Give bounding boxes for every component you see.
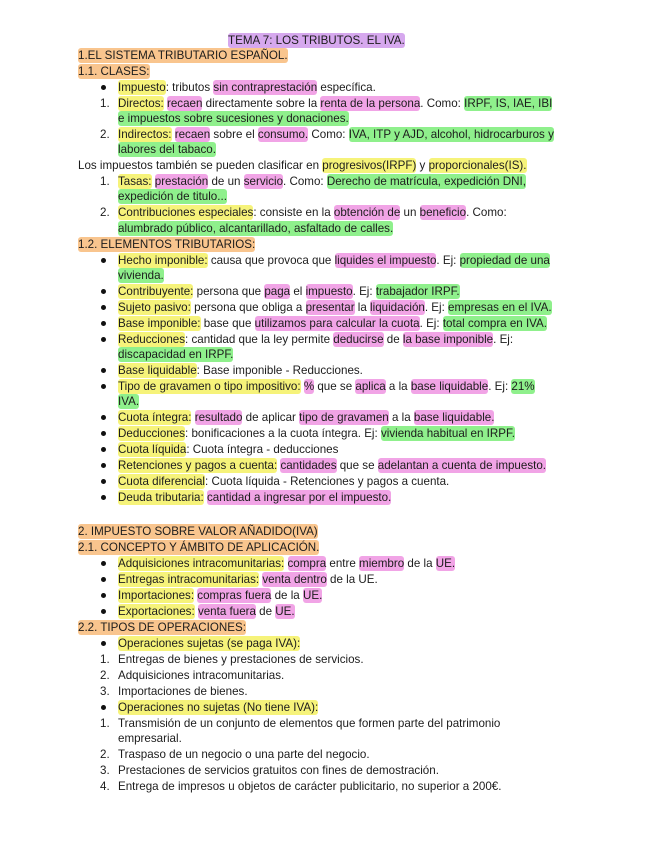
- text-segment: e impuestos sobre sucesiones y donaciones.: [118, 112, 349, 125]
- text-segment: miembro: [359, 557, 405, 570]
- text-segment: renta de la persona: [320, 97, 421, 110]
- bullet-icon: [101, 85, 106, 90]
- text-segment: UE.: [275, 605, 295, 618]
- text-line: [78, 64, 150, 79]
- text-line: [118, 474, 449, 489]
- text-line: [118, 174, 526, 189]
- list-number: 2.: [100, 669, 110, 682]
- text-segment: a la: [385, 380, 411, 393]
- text-segment: causa que provoca que: [207, 254, 335, 267]
- text-segment: Impuesto: [118, 81, 166, 94]
- text-segment: Como:: [308, 128, 349, 141]
- text-segment: alumbrado público, alcantarillado, asfaltado de calles.: [118, 222, 394, 235]
- text-line: [118, 189, 227, 204]
- text-segment: Exportaciones:: [118, 605, 195, 618]
- bullet-icon: [101, 431, 106, 436]
- bullet-icon: [101, 577, 106, 582]
- text-segment: Prestaciones de servicios gratuitos con fines de demostración.: [118, 764, 439, 777]
- list-number: 1.: [100, 717, 110, 730]
- text-segment: IVA, ITP y AJD, alcohol, hidrocarburos y: [348, 128, 554, 141]
- text-segment: Operaciones sujetas (se paga IVA):: [118, 637, 301, 650]
- text-segment: Reducciones: [118, 333, 186, 346]
- text-segment: a la: [388, 411, 414, 424]
- bullet-icon: [101, 258, 106, 263]
- text-segment: UE.: [302, 589, 323, 602]
- text-line: [118, 410, 494, 425]
- bullet-icon: [101, 305, 106, 310]
- bullet-icon: [101, 415, 106, 420]
- text-segment: beneficio: [419, 206, 467, 219]
- bullet-icon: [101, 384, 106, 389]
- text-segment: : tributos: [165, 81, 214, 94]
- text-segment: 2.1. CONCEPTO Y ÁMBITO DE APLICACIÓN.: [78, 541, 320, 554]
- text-segment: entre: [326, 557, 360, 570]
- text-segment: Importaciones:: [118, 589, 195, 602]
- text-segment: de: [255, 605, 276, 618]
- bullet-icon: [101, 463, 106, 468]
- text-line: [118, 300, 552, 315]
- text-segment: de aplicar: [242, 411, 300, 424]
- text-segment: 1.EL SISTEMA TRIBUTARIO ESPAÑOL.: [78, 49, 288, 62]
- text-segment: cantidades: [280, 459, 337, 472]
- text-segment: Cuota íntegra:: [118, 411, 192, 424]
- text-segment: compras fuera: [197, 589, 272, 602]
- text-segment: . Ej:: [352, 285, 376, 298]
- text-segment: . Ej:: [493, 333, 514, 346]
- text-segment: un: [400, 206, 420, 219]
- text-segment: 2. IMPUESTO SOBRE VALOR AÑADIDO(IVA): [78, 525, 318, 538]
- text-segment: propiedad de una: [459, 254, 550, 267]
- list-number: 2.: [100, 128, 110, 141]
- text-segment: que se: [336, 459, 378, 472]
- text-segment: Tipo de gravamen o tipo impositivo:: [118, 380, 301, 393]
- text-segment: sobre el: [210, 128, 258, 141]
- text-segment: Entregas de bienes y prestaciones de servicios.: [118, 653, 364, 666]
- text-segment: Entregas intracomunitarias:: [118, 573, 260, 586]
- text-line: [118, 127, 554, 142]
- text-segment: : Cuota líquida - Retenciones y pagos a cuenta.: [205, 475, 450, 488]
- bullet-icon: [101, 289, 106, 294]
- text-segment: de la: [271, 589, 303, 602]
- text-line: [118, 142, 216, 157]
- text-segment: presentar: [305, 301, 355, 314]
- text-segment: consumo.: [257, 128, 309, 141]
- text-segment: sin contraprestación: [213, 81, 318, 94]
- text-segment: liquidación: [370, 301, 425, 314]
- text-line: [118, 490, 391, 505]
- text-segment: deducirse: [333, 333, 384, 346]
- text-segment: directamente sobre la: [202, 97, 321, 110]
- text-segment: labores del tabaco.: [118, 143, 216, 156]
- text-segment: . Como:: [283, 175, 327, 188]
- text-segment: : cantidad que la ley permite: [185, 333, 334, 346]
- text-segment: proporcionales(IS).: [428, 159, 527, 172]
- text-line: [118, 652, 364, 667]
- text-line: [118, 221, 393, 236]
- text-segment: Transmisión de un conjunto de elementos que formen parte del patrimonio: [118, 717, 501, 730]
- text-segment: venta fuera: [197, 605, 256, 618]
- text-segment: IVA.: [118, 395, 140, 408]
- text-segment: empresarial.: [118, 732, 182, 745]
- text-segment: de la UE.: [326, 573, 378, 586]
- text-segment: trabajador IRPF.: [375, 285, 460, 298]
- text-segment: Base liquidable: [118, 364, 197, 377]
- text-segment: el: [290, 285, 306, 298]
- text-segment: expedición de titulo...: [118, 190, 227, 203]
- text-line: [118, 684, 248, 699]
- text-segment: Los impuestos también se pueden clasificar en: [78, 159, 323, 172]
- text-segment: . Ej:: [424, 301, 449, 314]
- text-segment: la: [354, 301, 371, 314]
- text-line: [78, 620, 246, 635]
- text-segment: discapacidad en IRPF.: [118, 348, 234, 361]
- text-segment: UE.: [435, 557, 456, 570]
- text-segment: persona que obliga a: [190, 301, 306, 314]
- list-number: 1.: [100, 175, 110, 188]
- list-number: 2.: [100, 206, 110, 219]
- text-segment: total compra en IVA.: [442, 317, 548, 330]
- text-segment: . Como:: [466, 206, 507, 219]
- text-line: [118, 253, 550, 268]
- text-segment: 21%: [511, 380, 535, 393]
- text-line: [118, 779, 501, 794]
- text-line: [118, 426, 515, 441]
- text-segment: 1.2. ELEMENTOS TRIBUTARIOS:: [78, 238, 256, 251]
- text-segment: base liquidable.: [413, 411, 495, 424]
- text-line: [118, 284, 460, 299]
- text-segment: base que: [200, 317, 255, 330]
- text-line: [78, 48, 288, 63]
- text-line: [118, 636, 300, 651]
- text-segment: impuesto: [305, 285, 353, 298]
- text-segment: liquides el impuesto: [334, 254, 437, 267]
- text-segment: Entrega de impresos u objetos de carácter publicitario, no superior a 200€.: [118, 780, 502, 793]
- text-segment: Adquisiciones intracomunitarias:: [118, 557, 285, 570]
- text-segment: recaen: [166, 97, 203, 110]
- text-segment: Tasas:: [118, 175, 152, 188]
- text-segment: resultado: [194, 411, 243, 424]
- text-line: [78, 237, 255, 252]
- text-segment: . Ej:: [436, 254, 460, 267]
- bullet-icon: [101, 479, 106, 484]
- text-segment: adelantan a cuenta de impuesto.: [377, 459, 547, 472]
- text-segment: prestación: [154, 175, 209, 188]
- text-segment: Sujeto pasivo:: [118, 301, 191, 314]
- text-segment: de la: [404, 557, 436, 570]
- bullet-icon: [101, 337, 106, 342]
- text-segment: venta dentro: [262, 573, 327, 586]
- text-segment: Indirectos:: [118, 128, 172, 141]
- text-segment: . Ej:: [488, 380, 512, 393]
- text-segment: específica.: [317, 81, 376, 94]
- text-segment: de un: [208, 175, 244, 188]
- text-segment: tipo de gravamen: [299, 411, 389, 424]
- bullet-icon: [101, 561, 106, 566]
- list-number: 3.: [100, 685, 110, 698]
- text-segment: Cuota líquida: [118, 443, 187, 456]
- bullet-icon: [101, 593, 106, 598]
- text-line: [78, 540, 319, 555]
- text-segment: persona que: [193, 285, 265, 298]
- text-segment: Adquisiciones intracomunitarias.: [118, 669, 285, 682]
- text-segment: base liquidable: [410, 380, 489, 393]
- text-line: [118, 80, 376, 95]
- text-line: [118, 588, 322, 603]
- text-segment: [284, 556, 287, 571]
- text-segment: progresivos(IRPF): [322, 159, 417, 172]
- text-segment: Cuota diferencial: [118, 475, 206, 488]
- bullet-icon: [101, 705, 106, 710]
- text-segment: paga: [264, 285, 291, 298]
- text-segment: : Base imponible - Reducciones.: [196, 364, 363, 377]
- list-number: 4.: [100, 780, 110, 793]
- text-segment: Retenciones y pagos a cuenta:: [118, 459, 278, 472]
- text-segment: Deuda tributaria:: [118, 491, 204, 504]
- text-line: [118, 731, 182, 746]
- text-line: [118, 379, 535, 394]
- page-title: [228, 33, 405, 48]
- text-line: [118, 347, 233, 362]
- text-line: [118, 268, 164, 283]
- text-segment: aplica: [355, 380, 386, 393]
- text-segment: : bonificaciones a la cuota íntegra. Ej:: [185, 427, 381, 440]
- text-segment: IRPF, IS, IAE, IBI: [464, 97, 553, 110]
- text-segment: empresas en el IVA.: [448, 301, 552, 314]
- text-segment: Operaciones no sujetas (No tiene IVA):: [118, 701, 319, 714]
- text-segment: . Como:: [420, 97, 465, 110]
- text-line: [118, 332, 513, 347]
- text-line: [118, 747, 370, 762]
- text-segment: cantidad a ingresar por el impuesto.: [206, 491, 392, 504]
- text-line: [118, 394, 139, 409]
- text-segment: 1.1. CLASES:: [78, 65, 150, 78]
- text-segment: TEMA 7: LOS TRIBUTOS. EL IVA.: [228, 34, 405, 47]
- bullet-icon: [101, 641, 106, 646]
- text-line: [118, 763, 439, 778]
- text-line: [118, 572, 378, 587]
- text-segment: Deducciones: [118, 427, 186, 440]
- text-segment: 2.2. TIPOS DE OPERACIONES:: [78, 621, 246, 634]
- text-line: [118, 111, 349, 126]
- text-segment: : Cuota íntegra - deducciones: [186, 443, 339, 456]
- text-line: [118, 458, 546, 473]
- text-segment: vivienda.: [118, 269, 164, 282]
- list-number: 1.: [100, 653, 110, 666]
- text-segment: Directos:: [118, 97, 164, 110]
- text-line: [118, 556, 455, 571]
- text-segment: Hecho imponible:: [118, 254, 208, 267]
- text-line: [118, 716, 500, 731]
- text-line: [78, 524, 318, 539]
- text-segment: Contribuciones especiales: [118, 206, 254, 219]
- list-number: 1.: [100, 97, 110, 110]
- list-number: 3.: [100, 764, 110, 777]
- text-segment: . Ej:: [419, 317, 443, 330]
- text-segment: Contribuyente:: [118, 285, 194, 298]
- text-line: [118, 316, 547, 331]
- bullet-icon: [101, 321, 106, 326]
- text-segment: Traspaso de un negocio o una parte del negocio.: [118, 748, 370, 761]
- bullet-icon: [101, 609, 106, 614]
- text-line: [118, 363, 363, 378]
- text-segment: obtención de: [333, 206, 401, 219]
- text-segment: vivienda habitual en IRPF.: [380, 427, 516, 440]
- text-line: [118, 604, 295, 619]
- bullet-icon: [101, 368, 106, 373]
- text-segment: Importaciones de bienes.: [118, 685, 248, 698]
- text-segment: que se: [314, 380, 356, 393]
- text-segment: Base imponible:: [118, 317, 201, 330]
- text-segment: de: [383, 333, 403, 346]
- text-segment: Derecho de matrícula, expedición DNI,: [326, 175, 526, 188]
- text-segment: utilizamos para calcular la cuota: [254, 317, 420, 330]
- bullet-icon: [101, 447, 106, 452]
- text-segment: y: [416, 159, 429, 172]
- text-segment: recaen: [174, 128, 211, 141]
- text-segment: la base imponible: [402, 333, 494, 346]
- text-segment: %: [303, 380, 315, 393]
- text-line: [118, 668, 284, 683]
- text-line: [78, 158, 527, 173]
- text-segment: servicio: [243, 175, 284, 188]
- text-line: [118, 700, 318, 715]
- text-segment: compra: [287, 557, 327, 570]
- text-segment: : consiste en la: [253, 206, 334, 219]
- bullet-icon: [101, 495, 106, 500]
- text-line: [118, 442, 338, 457]
- list-number: 2.: [100, 748, 110, 761]
- text-line: [118, 96, 552, 111]
- text-line: [118, 205, 507, 220]
